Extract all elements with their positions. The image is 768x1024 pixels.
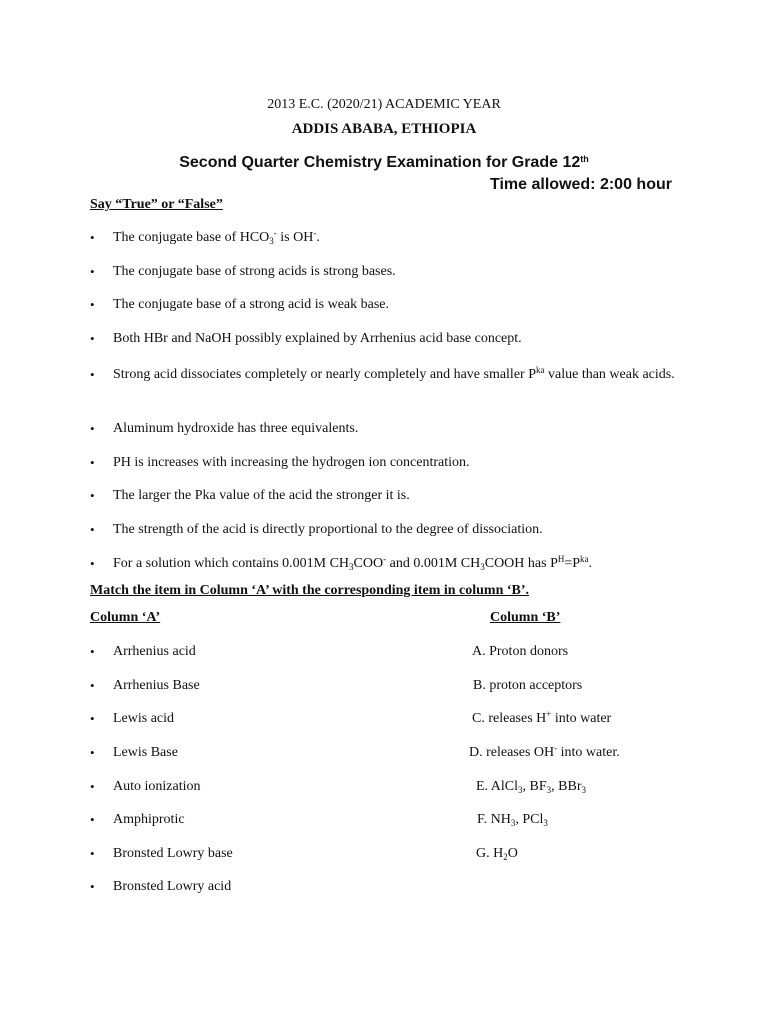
bullet: • <box>90 678 95 693</box>
column-a-item <box>90 778 430 796</box>
bullet: • <box>90 779 95 794</box>
column-a-item-text: Auto ionization <box>113 779 201 794</box>
tf-item-7 <box>90 454 690 472</box>
tf-item-9 <box>90 521 690 539</box>
bullet: • <box>90 367 95 382</box>
column-a-item-text: Arrhenius Base <box>113 678 200 693</box>
column-a-item <box>90 710 430 728</box>
column-a-item-text: Arrhenius acid <box>113 644 196 659</box>
tf-item-text: For a solution which contains 0.001M $CH_3COO^-$ and 0.001M $CH_3COOH$ has $P^H=P^{ka}$. <box>113 554 593 572</box>
tf-item-text: The conjugate base of strong acids is strong bases. <box>113 264 396 279</box>
column-a-item-text: Lewis Base <box>113 745 178 760</box>
exam-title-sup: th <box>580 154 589 164</box>
tf-item-6 <box>90 420 690 438</box>
exam-title-text: Second Quarter Chemistry Examination for Grade 12 <box>179 154 581 171</box>
column-a-item-text: Bronsted Lowry base <box>113 846 233 861</box>
bullet: • <box>90 846 95 861</box>
column-b-option-a: A. Proton donors <box>472 644 569 659</box>
tf-item-text: The strength of the acid is directly proportional to the degree of dissociation. <box>113 522 543 537</box>
column-a-item <box>90 677 430 695</box>
bullet: • <box>90 879 95 894</box>
tf-item-10 <box>90 555 690 573</box>
column-b-option-b: B. proton acceptors <box>473 678 583 693</box>
tf-item-text: The conjugate base of $HCO_3^-$ is OH-. <box>113 228 320 246</box>
bullet: • <box>90 264 95 279</box>
bullet: • <box>90 644 95 659</box>
tf-item-text: Strong acid dissociates completely or nearly completely and have smaller $P^{ka}$ value than weak acids. <box>113 365 675 382</box>
section2-heading: Match the item in Column ‘A’ with the corresponding item in column ‘B’. <box>90 583 530 598</box>
column-a-item <box>90 744 430 762</box>
column-a-item-text: Amphiprotic <box>113 812 185 827</box>
tf-item-text: Aluminum hydroxide has three equivalents. <box>113 421 359 436</box>
section1-heading: Say “True” or “False” <box>90 197 223 212</box>
bullet: • <box>90 711 95 726</box>
column-a-item <box>90 845 430 863</box>
column-b-header: Column ‘B’ <box>490 610 561 625</box>
bullet: • <box>90 522 95 537</box>
column-a-item-text: Bronsted Lowry acid <box>113 879 232 894</box>
column-a-item <box>90 643 430 661</box>
bullet: • <box>90 745 95 760</box>
column-b-option-d: D. releases OH- into water. <box>469 743 620 760</box>
tf-item-text: The larger the Pka value of the acid the stronger it is. <box>113 488 410 503</box>
tf-item-5 <box>90 364 690 386</box>
location: ADDIS ABABA, ETHIOPIA <box>291 121 477 137</box>
bullet: • <box>90 230 95 245</box>
tf-item-text: PH is increases with increasing the hydrogen ion concentration. <box>113 455 470 470</box>
tf-item-2 <box>90 263 690 281</box>
column-b-option-c: C. releases H+ into water <box>472 709 612 726</box>
tf-item-1 <box>90 229 690 247</box>
tf-item-text: The conjugate base of a strong acid is weak base. <box>113 297 390 312</box>
tf-item-4 <box>90 330 690 348</box>
bullet: • <box>90 556 95 571</box>
column-a-item <box>90 878 430 896</box>
bullet: • <box>90 421 95 436</box>
column-a-item-text: Lewis acid <box>113 711 175 726</box>
bullet: • <box>90 297 95 312</box>
bullet: • <box>90 488 95 503</box>
column-a-header: Column ‘A’ <box>90 610 161 625</box>
tf-item-3 <box>90 296 690 314</box>
bullet: • <box>90 455 95 470</box>
column-a-item <box>90 811 430 829</box>
column-b-option-e: E. AlCl$_3$, $BF_3$, BBr$_3$ <box>476 779 586 795</box>
tf-item-text: Both HBr and NaOH possibly explained by Arrhenius acid base concept. <box>113 331 522 346</box>
academic-year: 2013 E.C. (2020/21) ACADEMIC YEAR <box>267 97 501 112</box>
column-b-option-g: G. $H_2O$ <box>476 846 518 862</box>
bullet: • <box>90 812 95 827</box>
time-allowed: Time allowed: 2:00 hour <box>490 176 672 193</box>
bullet: • <box>90 331 95 346</box>
exam-title <box>0 154 768 172</box>
column-b-option-f: F. $NH_3$, PCl$_3$ <box>477 812 548 828</box>
tf-item-8 <box>90 487 690 505</box>
